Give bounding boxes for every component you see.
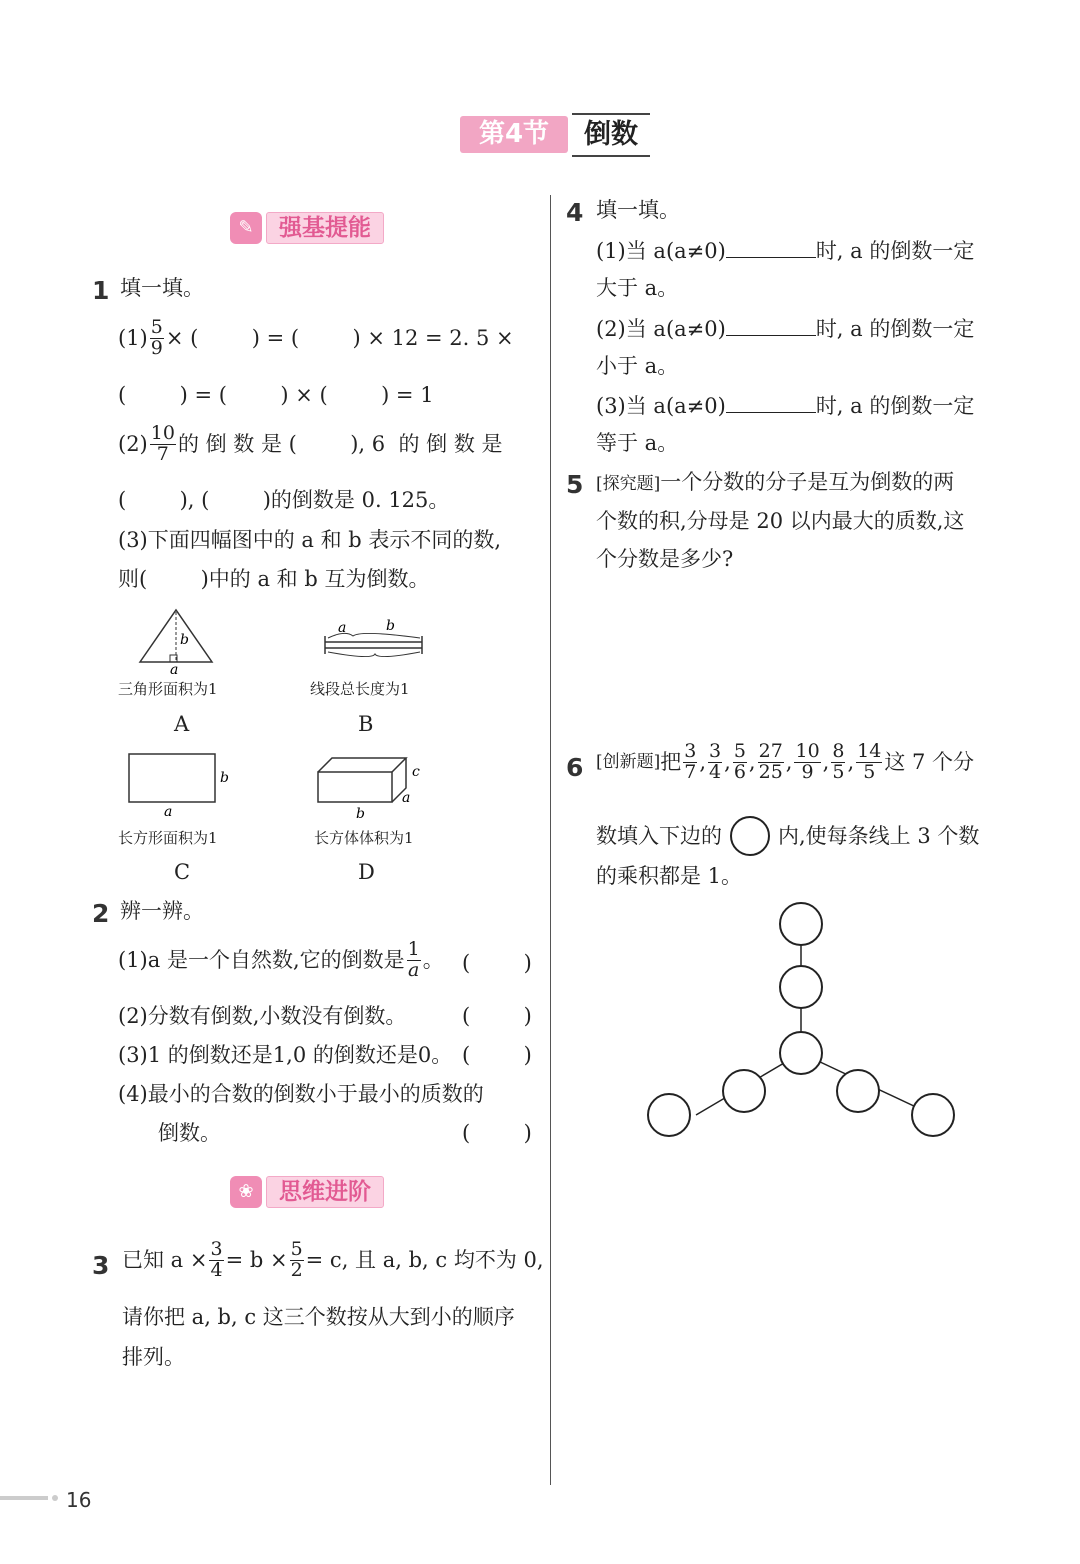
q4-item3-b: 时, a 的倒数一定 — [815, 394, 975, 418]
section-badge: 第4节 — [460, 116, 568, 153]
q1-line5: (3)下面四幅图中的 a 和 b 表示不同的数, — [118, 528, 502, 552]
fig-a-caption: 三角形面积为1 — [118, 680, 218, 698]
q5-line3: 个分数是多少? — [596, 547, 734, 571]
q1-line2: ( ) = ( ) × ( ) = 1 — [118, 383, 434, 407]
q1-fraction-2 — [150, 424, 176, 465]
q6-frac-3 — [733, 742, 747, 783]
q1-fraction-1 — [150, 318, 164, 359]
medal-icon: ❀ — [230, 1176, 262, 1208]
q1-line4: ( ), ( )的倒数是 0. 125。 — [118, 488, 450, 512]
q5-line2: 个数的积,分母是 20 以内最大的质数,这 — [596, 509, 965, 533]
fig-c-a: a — [164, 804, 173, 820]
figure-cuboid — [318, 758, 420, 822]
figure-rectangle — [129, 754, 229, 820]
diagram-circle-2[interactable] — [780, 966, 822, 1008]
q4-blank-2[interactable] — [726, 317, 816, 336]
q2-paren-2: ( ) — [462, 1004, 532, 1028]
q2-paren-1: ( ) — [462, 951, 532, 975]
q2-item2: (2)分数有倒数,小数没有倒数。 — [118, 1004, 407, 1028]
q5-number: 5 — [566, 470, 584, 499]
q5-tag: [探究题] — [596, 474, 661, 494]
q2-item1-period: 。 — [422, 947, 444, 972]
fig-b-letter: B — [358, 712, 374, 736]
q4-item3 — [596, 394, 974, 417]
q6-frac-2 — [708, 742, 722, 783]
q6-tag: [创新题] — [596, 751, 661, 772]
fig-d-a: a — [402, 790, 411, 806]
q1-line3 — [118, 424, 503, 465]
q1-p1-label: (1) — [118, 325, 148, 350]
q3-text-c: = c, 且 a, b, c 均不为 0, — [305, 1247, 544, 1272]
figure-triangle — [140, 610, 212, 678]
page-number: 16 — [66, 1488, 92, 1512]
q2-paren-4: ( ) — [462, 1121, 532, 1145]
figure-segments — [325, 618, 422, 657]
q4-item2-c: 小于 a。 — [596, 354, 679, 378]
fig-a-letter: A — [174, 712, 190, 736]
pencil-icon: ✎ — [230, 212, 262, 244]
q4-item2-a: (2)当 a(a≠0) — [596, 317, 726, 341]
fig-d-c: c — [412, 764, 420, 780]
banner-basic-label: 强基提能 — [266, 212, 384, 244]
q6-frac3-den: 6 — [733, 760, 746, 783]
q1-line6: 则( )中的 a 和 b 互为倒数。 — [118, 567, 430, 591]
q6-pre: 把 — [660, 749, 682, 774]
q6-frac1-den: 7 — [684, 760, 697, 783]
q1-number: 1 — [92, 276, 110, 305]
q1-p2-text: 的 倒 数 是 ( ), 6 的 倒 数 是 — [177, 431, 503, 456]
q2-item1-fraction — [407, 940, 421, 981]
q3-fraction-2 — [290, 1240, 304, 1281]
fig-d-caption: 长方体体积为1 — [314, 829, 414, 847]
q4-item2 — [596, 317, 974, 340]
q1-line1 — [118, 318, 514, 359]
footer-dot — [52, 1495, 58, 1501]
q4-item1-a: (1)当 a(a≠0) — [596, 239, 726, 263]
q6-frac6-den: 5 — [832, 760, 845, 783]
diagram-circle-6[interactable] — [837, 1070, 879, 1112]
fig-b-a: a — [338, 620, 347, 636]
q4-item3-c: 等于 a。 — [596, 431, 679, 455]
q2-frac-num: 1 — [407, 938, 420, 960]
q6-frac5-den: 9 — [801, 760, 814, 783]
q6-frac7-num: 14 — [857, 740, 882, 762]
q2-paren-3: ( ) — [462, 1043, 532, 1067]
fig-c-b: b — [220, 770, 229, 786]
q3-line2: 请你把 a, b, c 这三个数按从大到小的顺序 — [122, 1305, 515, 1329]
q2-title: 辨一辨。 — [120, 899, 204, 923]
q4-blank-3[interactable] — [726, 394, 816, 413]
fig-c-letter: C — [174, 860, 191, 884]
q1-p2-label: (2) — [118, 431, 148, 456]
q6-line2 — [596, 816, 979, 856]
q2-item3: (3)1 的倒数还是1,0 的倒数还是0。 — [118, 1043, 453, 1067]
q3-line1 — [122, 1240, 544, 1281]
q6-frac4-den: 25 — [758, 760, 783, 783]
diagram-circle-center[interactable] — [780, 1032, 822, 1074]
q4-title: 填一填。 — [596, 198, 680, 222]
q1-title: 填一填。 — [120, 276, 204, 300]
q6-frac6-num: 8 — [832, 740, 845, 762]
q6-frac7-den: 5 — [863, 760, 876, 783]
q4-item1-c: 大于 a。 — [596, 276, 679, 300]
q6-frac2-den: 4 — [709, 760, 722, 783]
q3-frac2-num: 5 — [290, 1238, 303, 1260]
q6-frac5-num: 10 — [795, 740, 820, 762]
q6-frac3-num: 5 — [733, 740, 746, 762]
diagram-circle-4[interactable] — [723, 1070, 765, 1112]
q3-frac1-num: 3 — [210, 1238, 223, 1260]
q3-text-b: = b × — [225, 1247, 288, 1272]
q6-diagram — [640, 900, 970, 1150]
q6-frac-5 — [794, 742, 820, 783]
q6-frac1-num: 3 — [684, 740, 697, 762]
q6-frac-6 — [831, 742, 845, 783]
q6-number: 6 — [566, 753, 584, 782]
q6-frac-1 — [683, 742, 697, 783]
q3-line3: 排列。 — [122, 1345, 185, 1369]
q2-item1-text: (1)a 是一个自然数,它的倒数是 — [118, 947, 405, 972]
q4-blank-1[interactable] — [726, 239, 816, 258]
circle-icon — [730, 816, 770, 856]
q6-frac-4 — [758, 742, 784, 783]
q4-item1 — [596, 239, 974, 262]
q5-line1 — [596, 472, 954, 493]
q5-line1-text: 一个分数的分子是互为倒数的两 — [660, 470, 955, 494]
diagram-circle-1[interactable] — [780, 903, 822, 945]
q1-frac2-den: 7 — [156, 442, 169, 465]
q1-frac1-num: 5 — [150, 316, 163, 338]
q1-frac1-den: 9 — [150, 336, 163, 359]
q6-line3: 的乘积都是 1。 — [596, 864, 743, 888]
q4-item3-a: (3)当 a(a≠0) — [596, 394, 726, 418]
q6-line1: [创新题] 把 $\frac{3}{7}$ , $\frac{3}{4}$ , $\frac{5}{6}$ , $\frac{27}{25}$ , $\frac{10}{9}$ , $\frac{8}{5}$ , $\frac{14}{5}$ 这 7 个分 — [596, 740, 975, 783]
fig-a-b: b — [180, 632, 189, 648]
q4-item1-b: 时, a 的倒数一定 — [815, 239, 975, 263]
q6-frac4-num: 27 — [758, 740, 783, 762]
q2-number: 2 — [92, 899, 110, 928]
q2-item4: (4)最小的合数的倒数小于最小的质数的 — [118, 1082, 484, 1106]
fig-c-caption: 长方形面积为1 — [118, 829, 218, 847]
fig-d-b: b — [356, 806, 365, 822]
banner-advanced-label: 思维进阶 — [266, 1176, 384, 1208]
q3-fraction-1 — [209, 1240, 223, 1281]
diagram-circle-7[interactable] — [912, 1094, 954, 1136]
fig-d-letter: D — [358, 860, 375, 884]
q3-text-a: 已知 a × — [122, 1247, 208, 1272]
q2-frac-den: a — [408, 958, 420, 981]
q3-number: 3 — [92, 1251, 110, 1280]
q1-p1-text: × ( ) = ( ) × 12 = 2. 5 × — [165, 325, 514, 350]
q2-item4-cont: 倒数。 — [158, 1121, 221, 1145]
q6-post: 这 7 个分 — [884, 749, 975, 774]
q6-frac2-num: 3 — [709, 740, 722, 762]
q3-frac2-den: 2 — [290, 1258, 303, 1281]
column-divider — [550, 195, 551, 1485]
q3-frac1-den: 4 — [210, 1258, 223, 1281]
q6-frac-7 — [856, 742, 882, 783]
diagram-circle-5[interactable] — [648, 1094, 690, 1136]
footer-bar — [0, 1496, 48, 1500]
q2-item1 — [118, 940, 444, 981]
q4-number: 4 — [566, 198, 584, 227]
fig-a-a: a — [170, 662, 179, 678]
fig-b-b: b — [386, 618, 395, 634]
section-title: 倒数 — [572, 113, 650, 157]
q1-frac2-num: 10 — [150, 422, 175, 444]
fig-b-caption: 线段总长度为1 — [310, 680, 410, 698]
q6-line2-b: 内,使每条线上 3 个数 — [778, 823, 980, 848]
q4-item2-b: 时, a 的倒数一定 — [815, 317, 975, 341]
q6-line2-a: 数填入下边的 — [596, 823, 722, 848]
